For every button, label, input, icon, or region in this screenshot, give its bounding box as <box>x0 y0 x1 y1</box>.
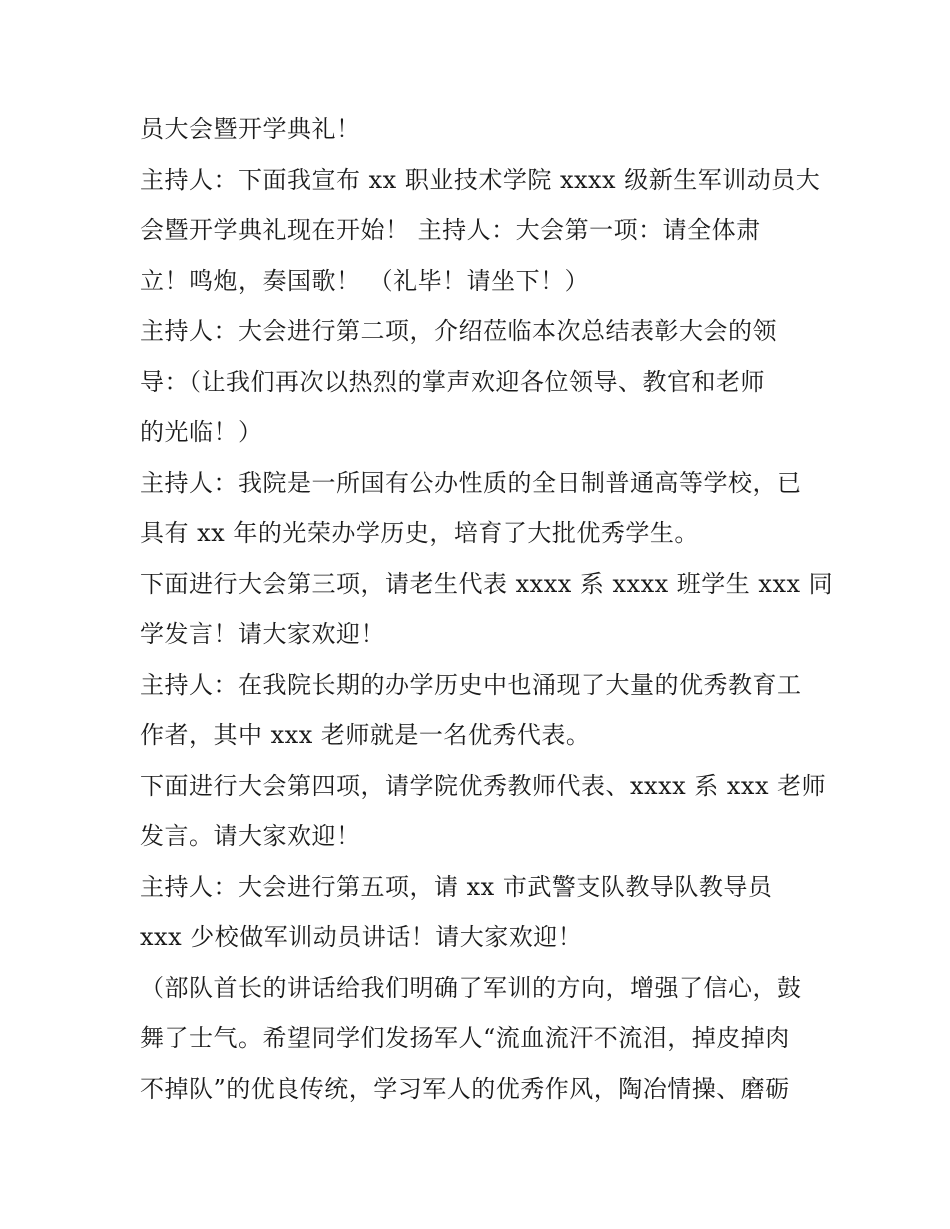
text-line: 发言。请大家欢迎！ <box>140 822 361 850</box>
text-line: 会暨开学典礼现在开始！ 主持人：大会第一项：请全体肃 <box>140 216 761 244</box>
text-line: 导：（让我们再次以热烈的掌声欢迎各位领导、教官和老师 <box>140 367 765 396</box>
text-line: 不掉队”的优良传统，学习军人的优秀作风，陶冶情操、磨砺 <box>140 1074 790 1103</box>
text-line: 具有 xx 年的光荣办学历史，培育了大批优秀学生。 <box>140 519 699 547</box>
text-line: 主持人：下面我宣布 xx 职业技术学院 xxxx 级新生军训动员大 <box>140 165 821 194</box>
text-line: （部队首长的讲话给我们明确了军训的方向，增强了信心，鼓 <box>140 973 802 1002</box>
document-body <box>140 104 834 1114</box>
text-line: 主持人：大会进行第五项，请 xx 市武警支队教导队教导员 <box>140 872 773 901</box>
text-line: 作者，其中 xxx 老师就是一名优秀代表。 <box>140 721 591 749</box>
text-line: 员大会暨开学典礼！ <box>140 115 361 143</box>
text-line: 学发言！请大家欢迎！ <box>140 620 385 648</box>
text-line: 的光临！） <box>140 418 263 446</box>
text-line: 舞了士气。希望同学们发扬军人“流血流汗不流泪，掉皮掉肉 <box>140 1024 790 1052</box>
text-line: 下面进行大会第四项，请学院优秀教师代表、xxxx 系 xxx 老师 <box>140 771 827 800</box>
text-line: 主持人：在我院长期的办学历史中也涌现了大量的优秀教育工 <box>140 670 802 699</box>
text-line: 立！鸣炮，奏国歌！ （礼毕！请坐下！） <box>140 266 590 295</box>
text-line: 主持人：我院是一所国有公办性质的全日制普通高等学校，已 <box>140 468 802 497</box>
text-line: 下面进行大会第三项，请老生代表 xxxx 系 xxxx 班学生 xxx 同 <box>140 569 834 598</box>
text-line: xxx 少校做军训动员讲话！请大家欢迎！ <box>140 923 583 951</box>
text-line: 主持人：大会进行第二项，介绍莅临本次总结表彰大会的领 <box>140 317 777 345</box>
